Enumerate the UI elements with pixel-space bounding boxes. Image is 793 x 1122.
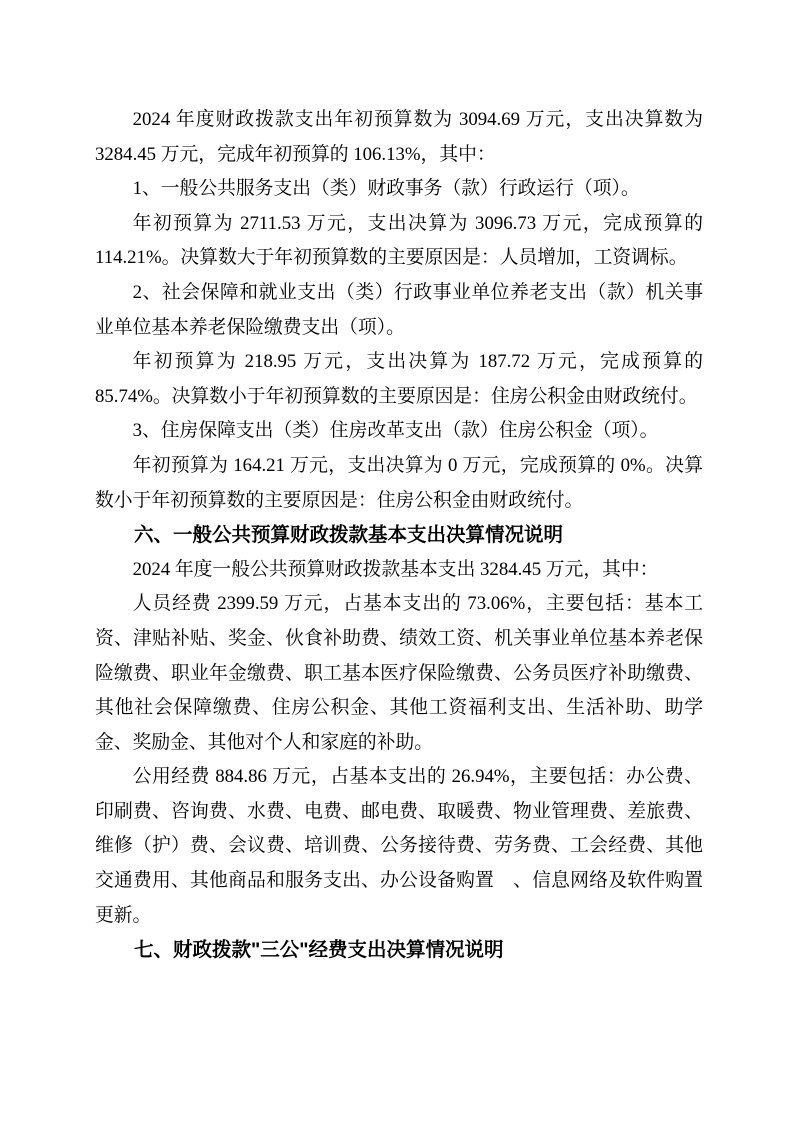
document-body [95, 103, 703, 968]
para-item1-general-public-services-title: 1、一般公共服务支出（类）财政事务（款）行政运行（项）。 [132, 178, 640, 200]
para-item3-housing-security-title: 3、住房保障支出（类）住房改革支出（款）住房公积金（项）。 [132, 420, 659, 442]
para-fiscal-appropriation-overview: 2024 年度财政拨款支出年初预算数为 3094.69 万元，支出决算数为 3284.45 万元，完成年初预算的 106.13%，其中： [95, 109, 703, 165]
para-personnel-funds-detail: 人员经费 2399.59 万元，占基本支出的 73.06%，主要包括：基本工资、津贴补贴、奖金、伙食补助费、绩效工资、机关事业单位基本养老保险缴费、职业年金缴费、职工基本医疗保险缴费、公务员医疗补助缴费、其他社会保障缴费、住房公积金、其他工资福利支出、生活补助、助学金、奖励金、其他对个人和家庭的补助。 [95, 593, 703, 753]
para-item2-detail: 年初预算为 218.95 万元，支出决算为 187.72 万元，完成预算的 85.74%。决算数小于年初预算数的主要原因是：住房公积金由财政统付。 [95, 351, 703, 407]
para-basic-expenditure-total: 2024 年度一般公共预算财政拨款基本支出 3284.45 万元，其中： [132, 558, 659, 580]
heading-section-six-basic-expenditure: 六、一般公共预算财政拨款基本支出决算情况说明 [134, 524, 564, 547]
para-item3-detail: 年初预算为 164.21 万元，支出决算为 0 万元，完成预算的 0%。决算数小于年初预算数的主要原因是：住房公积金由财政统付。 [95, 454, 703, 511]
heading-section-seven-three-public-funds: 七、财政拨款"三公"经费支出决算情况说明 [134, 939, 504, 962]
para-public-funds-detail: 公用经费 884.86 万元，占基本支出的 26.94%，主要包括：办公费、印刷费、咨询费、水费、电费、邮电费、取暖费、物业管理费、差旅费、维修（护）费、会议费、培训费、公务接待费、劳务费、工会经费、其他交通费用、其他商品和服务支出、办公设备购置 、信息网络及软件购置更新。 [95, 766, 703, 926]
para-item1-detail: 年初预算为 2711.53 万元，支出决算为 3096.73 万元，完成预算的 114.21%。决算数大于年初预算数的主要原因是：人员增加，工资调标。 [95, 212, 703, 269]
para-item2-social-security-title: 2、社会保障和就业支出（类）行政事业单位养老支出（款）机关事业单位基本养老保险缴费支出（项）。 [95, 281, 703, 338]
